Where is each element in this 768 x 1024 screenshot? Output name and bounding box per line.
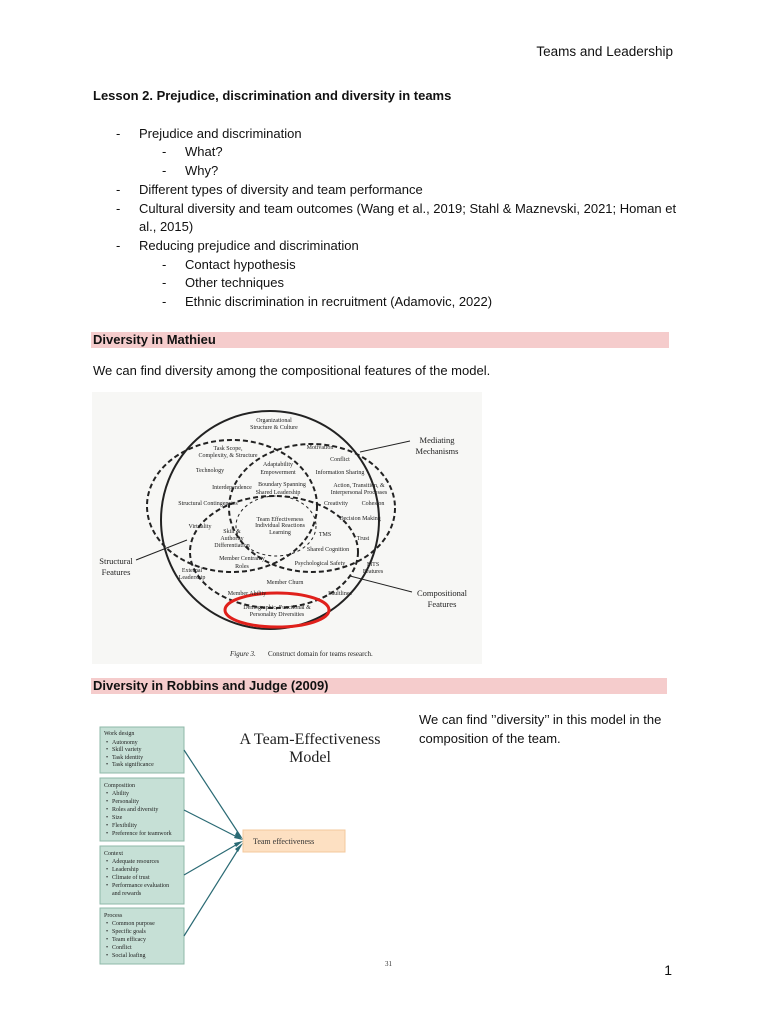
box-item: Team efficacy bbox=[112, 937, 146, 943]
box-item: Ability bbox=[112, 791, 130, 797]
box-item: Flexibility bbox=[112, 823, 138, 829]
mathieu-figure bbox=[92, 392, 482, 664]
page-number: 1 bbox=[664, 962, 672, 978]
bullet: • bbox=[106, 807, 109, 813]
label: Learning bbox=[269, 530, 291, 536]
dash: - bbox=[116, 201, 121, 216]
box-item: and rewards bbox=[112, 891, 142, 897]
box-item: Skill variety bbox=[112, 747, 142, 753]
paragraph: We can find diversity among the compositional features of the model. bbox=[93, 363, 491, 378]
bullet: • bbox=[106, 740, 109, 746]
box-item: Specific goals bbox=[112, 929, 146, 935]
box-item: Autonomy bbox=[112, 740, 138, 746]
list-item: Different types of diversity and team performance bbox=[139, 182, 423, 197]
caption-label: Figure 3. bbox=[230, 650, 256, 658]
box-item: Task identity bbox=[112, 755, 144, 761]
list-item: Why? bbox=[185, 163, 219, 178]
label: MTS bbox=[366, 562, 380, 568]
bullet: • bbox=[106, 883, 109, 889]
list-item: Prejudice and discrimination bbox=[139, 126, 302, 141]
label: Decision Making bbox=[339, 516, 381, 522]
label: Task Scope, bbox=[213, 446, 243, 452]
label: External bbox=[181, 568, 203, 574]
box-item: Task significance bbox=[112, 762, 154, 768]
label: Features bbox=[101, 567, 131, 577]
label: Demographic, Functional & bbox=[243, 605, 311, 611]
lesson-title: Lesson 2. Prejudice, discrimination and diversity in teams bbox=[93, 88, 452, 103]
box-item: Preference for teamwork bbox=[112, 831, 172, 837]
slide-number: 31 bbox=[385, 960, 392, 968]
box-item: Conflict bbox=[112, 945, 132, 951]
label: Boundary Spanning bbox=[258, 482, 306, 488]
figure-title-line: A Team-Effectiveness bbox=[239, 731, 381, 748]
bullet: • bbox=[106, 929, 109, 935]
label: Interpersonal Processes bbox=[330, 490, 388, 496]
bullet: • bbox=[106, 823, 109, 829]
dash: - bbox=[162, 257, 167, 272]
box-item: Performance evaluation bbox=[112, 883, 170, 889]
label: Differentiation bbox=[214, 543, 250, 549]
section-heading-band bbox=[91, 678, 667, 694]
bullet: • bbox=[106, 875, 109, 881]
bullet: • bbox=[106, 867, 109, 873]
label: Member Centrality bbox=[219, 556, 265, 562]
box-item: Personality bbox=[112, 799, 139, 805]
paragraph bbox=[419, 710, 661, 748]
dash: - bbox=[116, 182, 121, 197]
result-label: Team effectiveness bbox=[253, 837, 315, 846]
label: Shared Cognition bbox=[306, 547, 350, 553]
label: Structural bbox=[99, 556, 133, 566]
label: Action, Transition, & bbox=[333, 483, 385, 489]
arrowhead bbox=[234, 841, 243, 847]
dash: - bbox=[162, 294, 167, 309]
section-heading: Diversity in Robbins and Judge (2009) bbox=[93, 678, 329, 693]
bullet: • bbox=[106, 937, 109, 943]
label: Team Effectiveness bbox=[256, 517, 304, 523]
label: Roles bbox=[235, 564, 249, 570]
box-item: Adequate resources bbox=[112, 859, 160, 865]
label: Organizational bbox=[256, 418, 292, 424]
label: Information Sharing bbox=[315, 470, 365, 476]
box-item: Size bbox=[112, 815, 123, 821]
label: Psychological Safety bbox=[294, 561, 346, 567]
bullet: • bbox=[106, 755, 109, 761]
box-heading: Work design bbox=[104, 731, 135, 737]
label: Adaptability bbox=[263, 462, 293, 468]
bullet: • bbox=[106, 762, 109, 768]
label: Conflict bbox=[330, 457, 350, 463]
dash: - bbox=[162, 275, 167, 290]
label: Mediating bbox=[419, 435, 455, 445]
bullet: • bbox=[106, 815, 109, 821]
list-item: Other techniques bbox=[185, 275, 285, 290]
bullet: • bbox=[106, 791, 109, 797]
label: Cohesion bbox=[361, 501, 385, 507]
label: Skill & bbox=[223, 529, 241, 535]
bullet: • bbox=[106, 945, 109, 951]
paragraph-line: We can find ’’diversity’’ in this model in the bbox=[419, 712, 662, 727]
box-item: Social loafing bbox=[112, 953, 146, 959]
box-item: Common purpose bbox=[112, 921, 155, 927]
label: Features bbox=[427, 599, 457, 609]
list-item: Ethnic discrimination in recruitment (Adamovic, 2022) bbox=[185, 294, 493, 309]
bullet: • bbox=[106, 953, 109, 959]
box-heading: Context bbox=[104, 851, 123, 857]
label: Structural Contingencies bbox=[178, 501, 238, 507]
label: Creativity bbox=[324, 501, 348, 507]
label: TMS bbox=[318, 532, 332, 538]
paragraph-line: composition of the team. bbox=[419, 731, 561, 746]
bullet: • bbox=[106, 921, 109, 927]
bullet: • bbox=[106, 747, 109, 753]
label: Mechanisms bbox=[415, 446, 459, 456]
dash: - bbox=[116, 238, 121, 253]
dash: - bbox=[162, 163, 167, 178]
label: Faultlines bbox=[328, 591, 352, 597]
list-item: Reducing prejudice and discrimination bbox=[139, 238, 359, 253]
label: Leadership bbox=[178, 575, 206, 581]
label: Complexity, & Structure bbox=[198, 453, 258, 459]
list-item: al., 2015) bbox=[139, 219, 194, 234]
box-heading: Composition bbox=[104, 783, 136, 789]
section-heading: Diversity in Mathieu bbox=[93, 332, 216, 347]
figure-title-line: Model bbox=[289, 749, 331, 766]
section-heading-band bbox=[91, 332, 669, 348]
label: Member Ability bbox=[227, 591, 267, 597]
dash: - bbox=[116, 126, 121, 141]
label: Compositional bbox=[416, 588, 468, 598]
box-item: Leadership bbox=[112, 867, 139, 873]
bullet: • bbox=[106, 859, 109, 865]
label: Structure & Culture bbox=[250, 425, 298, 431]
label: Interdependence bbox=[212, 485, 252, 491]
label: Trust bbox=[356, 536, 370, 542]
box-item: Roles and diversity bbox=[112, 807, 159, 813]
caption-text: Construct domain for teams research. bbox=[268, 650, 373, 658]
label: Technology bbox=[195, 468, 225, 474]
label: Virtuality bbox=[188, 524, 212, 530]
box-item: Climate of trust bbox=[112, 875, 150, 881]
box-heading: Process bbox=[104, 913, 123, 919]
label: Shared Leadership bbox=[255, 490, 301, 496]
list-item: What? bbox=[185, 144, 223, 159]
label: Member Churn bbox=[266, 580, 304, 586]
label: Motivation bbox=[306, 445, 334, 451]
bullet: • bbox=[106, 799, 109, 805]
label: Empowerment bbox=[260, 470, 296, 476]
bullet: • bbox=[106, 831, 109, 837]
label: Features bbox=[362, 569, 384, 575]
label: Authority bbox=[220, 536, 244, 542]
page-header: Teams and Leadership bbox=[536, 44, 673, 59]
list-item: Contact hypothesis bbox=[185, 257, 296, 272]
team-effectiveness-figure bbox=[95, 718, 410, 972]
list-item: Cultural diversity and team outcomes (Wang et al., 2019; Stahl & Maznevski, 2021; Homan et bbox=[139, 201, 677, 216]
dash: - bbox=[162, 144, 167, 159]
label: Individual Reactions bbox=[255, 523, 305, 529]
label: Personality Diversities bbox=[249, 612, 305, 618]
